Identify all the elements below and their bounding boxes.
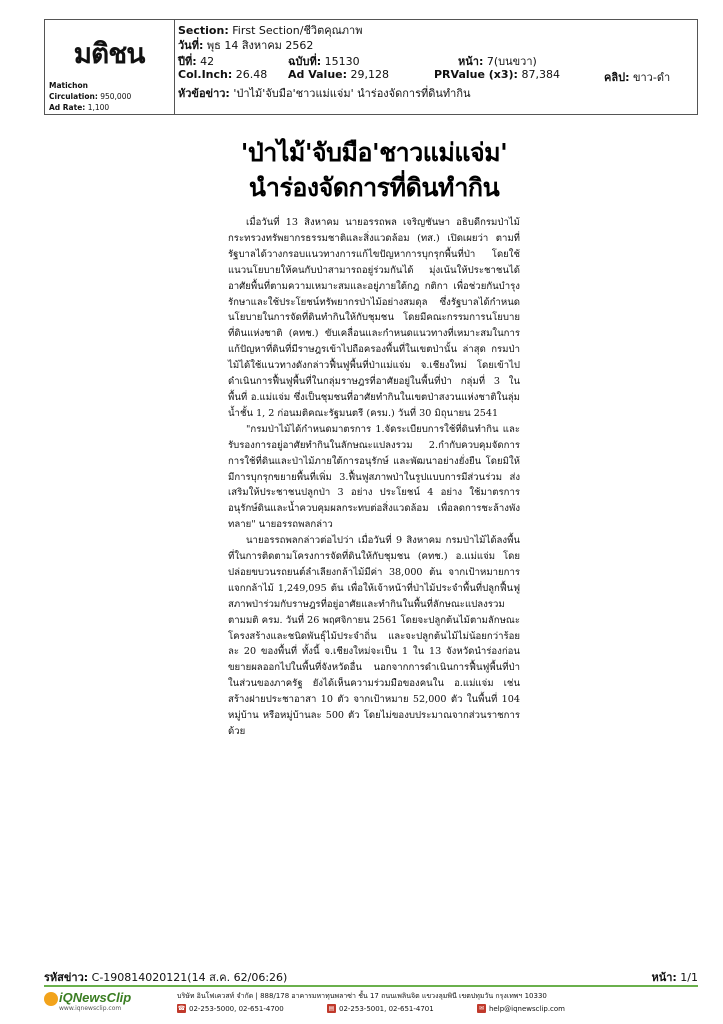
news-ref-value: C-190814020121(14 ส.ค. 62/06:26) <box>91 971 288 984</box>
company-contacts <box>177 1004 697 1015</box>
advalue-value: 29,128 <box>350 68 390 81</box>
year-label: ปีที่: <box>178 55 197 68</box>
date-row <box>176 35 697 50</box>
iqnewsclip-logo <box>44 990 142 1014</box>
page-value: 7(บนขวา) <box>486 55 537 68</box>
article-headline-line-2: นำร่องจัดการที่ดินทำกิน <box>248 173 500 202</box>
publication-logo-box <box>45 20 175 114</box>
date-value: พุธ 14 สิงหาคม 2562 <box>206 39 314 52</box>
ad-rate-label: Ad Rate: <box>49 103 86 112</box>
clipping-header <box>44 19 698 115</box>
contact-phone <box>177 1004 284 1013</box>
company-address: บริษัท อินโฟเควสท์ จำกัด | 888/178 อาคารมหาทุนพลาซ่า ชั้น 17 ถนนเพลินจิต แขวงลุมพินี เขตปทุมวัน กรุงเทพฯ 10330 <box>177 992 547 1000</box>
advalue-label: Ad Value: <box>288 68 348 81</box>
page-label: หน้า: <box>458 55 484 68</box>
clip-label: คลิป: <box>604 71 630 84</box>
email-icon: ✉ <box>478 1005 485 1012</box>
publication-name: Matichon <box>49 81 88 90</box>
news-ref-label: รหัสข่าว: <box>44 971 89 984</box>
contact-fax <box>327 1004 434 1013</box>
article-headline <box>228 135 520 205</box>
issue-value: 15130 <box>324 55 360 68</box>
contact-phone-value: 02-253-5000, 02-651-4700 <box>189 1004 284 1013</box>
date-label: วันที่: <box>178 39 204 52</box>
ad-rate-value: 1,100 <box>87 103 110 112</box>
footer-page-value: 1/1 <box>680 971 698 984</box>
contact-fax-value: 02-253-5001, 02-651-4701 <box>339 1004 434 1013</box>
circulation-label: Circulation: <box>49 92 98 101</box>
news-reference <box>44 968 287 986</box>
iqnewsclip-logo-text: iQNewsClip <box>59 990 132 1005</box>
phone-icon: ☎ <box>177 1005 186 1012</box>
contact-email <box>477 1004 565 1013</box>
iqnewsclip-url: www.iqnewsclip.com <box>59 1005 122 1012</box>
headline-row <box>176 83 697 98</box>
section-label: Section: <box>178 24 229 37</box>
footer-page-number <box>651 968 698 986</box>
headline-value: 'ป่าไม้'จับมือ'ชาวแม่แจ่ม' นำร่องจัดการที่ดินทำกิน <box>233 87 471 100</box>
contact-email-value: help@iqnewsclip.com <box>489 1004 565 1013</box>
article-paragraph: "กรมป่าไม้ได้กำหนดมาตรการ 1.จัดระเบียบการใช้ที่ดินทำกิน และรับรองการอยู่อาศัยทำกินในลักษณะแปลงรวม 2.กำกับควบคุมจัดการการใช้ที่ดินและป่าไม้ภายใต้การอนุรักษ์ และพัฒนาอย่างยั่งยืน โดยมิให้มีการบุกรุกขยายพื้นที่เพิ่ม 3.ฟื้นฟูสภาพป่าในรูปแบบการมีส่วนร่วม ส่งเสริมให้ประชาชนปลูกป่า 3 อย่าง ประโยชน์ 4 อย่าง ใช้มาตรการอนุรักษ์ดินและน้ำควบคุมผลกระทบต่อสิ่งแวดล้อม เพื่อลดการชะล้างพังทลาย" นายอรรถพลกล่าว <box>228 423 520 531</box>
footer-page-label: หน้า: <box>651 971 677 984</box>
article-paragraph: เมื่อวันที่ 13 สิงหาคม นายอรรถพล เจริญชันษา อธิบดีกรมป่าไม้ กระทรวงทรัพยากรธรรมชาติและสิ่งแวดล้อม (ทส.) เปิดเผยว่า ตามที่รัฐบาลได้วางกรอบแนวทางการแก้ไขปัญหาการบุกรุกพื้นที่ป่า โดยใช้แนวนโยบายให้คนกับป่าสามารถอยู่ร่วมกันได้ มุ่งเน้นให้ประชาชนได้อาศัยพื้นที่ตามความเหมาะสมและอยู่ภายใต้กฎ กติกา เพื่อช่วยกันบำรุงรักษาและใช้ประโยชน์ทรัพยากรป่าไม้อย่างสมดุล ซึ่งรัฐบาลได้กำหนดนโยบายในการจัดที่ดินทำกินให้กับชุมชน โดยมีคณะกรรมการนโยบายที่ดินแห่งชาติ (คทช.) ขับเคลื่อนและกำหนดแนวทางที่เหมาะสมในการแก้ปัญหาที่ดินที่มีราษฎรเข้าไปถือครองพื้นที่ในเขตป่านั้น ล่าสุด กรมป่าไม้ได้ใช้แนวทางดังกล่าวฟื้นฟูพื้นที่ป่าแม่แจ่ม จ.เชียงใหม่ โดยเข้าไปดำเนินการฟื้นฟูพื้นที่ในกลุ่มราษฎรที่อาศัยอยู่ในพื้นที่ป่า กลุ่มที่ 3 ในพื้นที่ อ.แม่แจ่ม ซึ่งเป็นชุมชนที่อาศัยทำกินในเขตป่าสงวนแห่งชาติในลุ่มน้ำชั้น 1, 2 ก่อนมติคณะรัฐมนตรี (ครม.) วันที่ 30 มิถุนายน 2541 <box>228 217 520 419</box>
article-body <box>228 215 520 740</box>
circulation-value: 950,000 <box>100 92 132 101</box>
provider-footer <box>44 985 698 1015</box>
colinch-value: 26.48 <box>235 68 268 81</box>
colinch-label: Col.Inch: <box>178 68 233 81</box>
section-value: First Section/ชีวิตคุณภาพ <box>232 24 363 37</box>
prvalue-value: 87,384 <box>521 68 560 81</box>
article-paragraph: นายอรรถพลกล่าวต่อไปว่า เมื่อวันที่ 9 สิงหาคม กรมป่าไม้ได้ลงพื้นที่ในการติดตามโครงการจัดที่ดินให้กับชุมชน (คทช.) อ.แม่แจ่ม โดยปล่อยขบวนรถยนต์ลำเลียงกล้าไม้มีค่า 38,000 ต้น จากเป้าหมายการแจกกล้าไม้ 1,249,095 ต้น เพื่อให้เจ้าหน้าที่ป่าไม้ประจำพื้นที่ปลูกฟื้นฟูสภาพป่าร่วมกับราษฎรที่อยู่อาศัยและทำกินในพื้นที่ลักษณะแปลงรวมตามมติ ครม. วันที่ 26 พฤศจิกายน 2561 โดยจะปลูกต้นไม้ตามลักษณะโครงสร้างและชนิดพันธุ์ไม้ประจำถิ่น และจะปลูกต้นไม้ไม่น้อยกว่าร้อยละ 20 ของพื้นที่ ทั้งนี้ จ.เชียงใหม่จะเป็น 1 ใน 13 จังหวัดนำร่องก่อนขยายผลออกไปในพื้นที่จังหวัดอื่น นอกจากการดำเนินการฟื้นฟูพื้นที่ป่าในส่วนของภาครัฐ ยังได้เห็นความร่วมมือของคนใน อ.แม่แจ่ม เช่น สร้างฝายประชาอาสา 10 ตัว จากเป้าหมาย 52,000 ตัว ในพื้นที่ 104 หมู่บ้าน หรือหมู่บ้านละ 500 ตัว โดยไม่ของบประมาณจากส่วนราชการด้วย <box>228 535 520 737</box>
issue-row <box>176 51 697 66</box>
section-row <box>176 20 697 35</box>
article-headline-line-1: 'ป่าไม้'จับมือ'ชาวแม่แจ่ม' <box>240 138 508 167</box>
clipping-metadata <box>176 20 697 114</box>
headline-label: หัวข้อข่าว: <box>178 87 230 100</box>
fax-icon: ▤ <box>328 1005 335 1012</box>
news-clipping <box>228 135 520 925</box>
clip-value: ขาว-ดำ <box>632 71 671 84</box>
value-row <box>176 67 697 82</box>
publication-logo: มติชน <box>73 37 145 70</box>
prvalue-label: PRValue (x3): <box>434 68 518 81</box>
iqnewsclip-mark-icon <box>44 992 58 1006</box>
year-value: 42 <box>200 55 215 68</box>
issue-label: ฉบับที่: <box>288 55 322 68</box>
publication-info <box>49 80 131 113</box>
